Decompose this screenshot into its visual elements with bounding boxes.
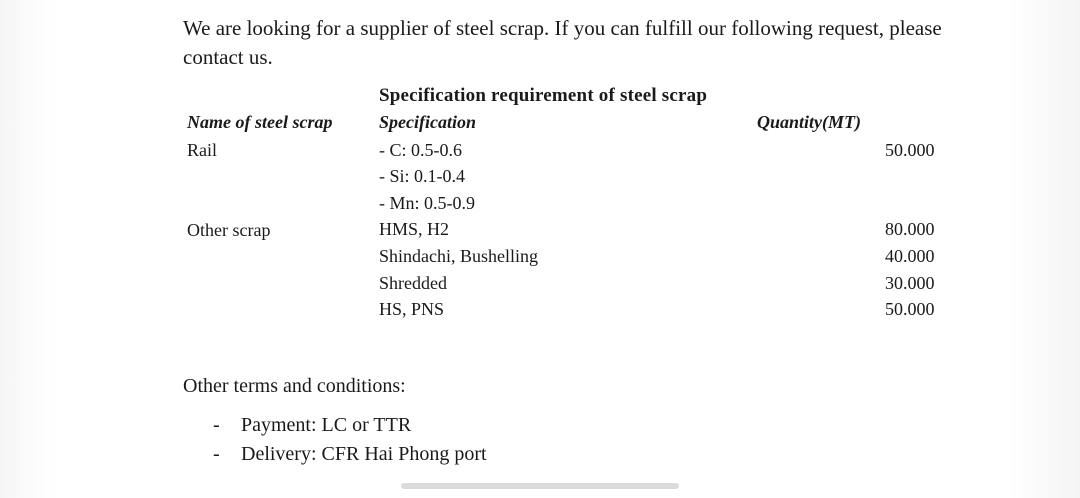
table-title: Specification requirement of steel scrap xyxy=(379,85,708,106)
row-spec: - Si: 0.1-0.4 xyxy=(379,166,466,186)
row-quantity: 50.000 xyxy=(885,140,935,160)
row-quantity: 50.000 xyxy=(885,299,935,319)
terms-title: Other terms and conditions: xyxy=(183,375,406,397)
term-delivery: Delivery: CFR Hai Phong port xyxy=(241,443,487,465)
row-spec: - Mn: 0.5-0.9 xyxy=(379,193,475,213)
row-spec: HS, PNS xyxy=(379,299,445,319)
row-spec: - C: 0.5-0.6 xyxy=(379,140,462,160)
row-spec: HMS, H2 xyxy=(379,219,450,239)
horizontal-scrollbar[interactable] xyxy=(401,483,679,489)
bullet-dash: - xyxy=(213,443,220,465)
row-spec: Shindachi, Bushelling xyxy=(379,246,538,266)
row-quantity: 80.000 xyxy=(885,219,935,239)
bullet-dash: - xyxy=(213,414,220,436)
term-payment: Payment: LC or TTR xyxy=(241,414,412,436)
row-quantity: 30.000 xyxy=(885,273,935,293)
intro-paragraph: We are looking for a supplier of steel scrap. If you can fulfill our following request, please contact us. xyxy=(183,16,942,69)
row-quantity: 40.000 xyxy=(885,246,935,266)
header-specification: Specification xyxy=(379,112,476,132)
header-quantity: Quantity(MT) xyxy=(757,112,862,132)
row-spec: Shredded xyxy=(379,273,447,293)
row-name: Rail xyxy=(187,140,217,160)
header-name: Name of steel scrap xyxy=(187,112,333,132)
row-name: Other scrap xyxy=(187,220,271,240)
